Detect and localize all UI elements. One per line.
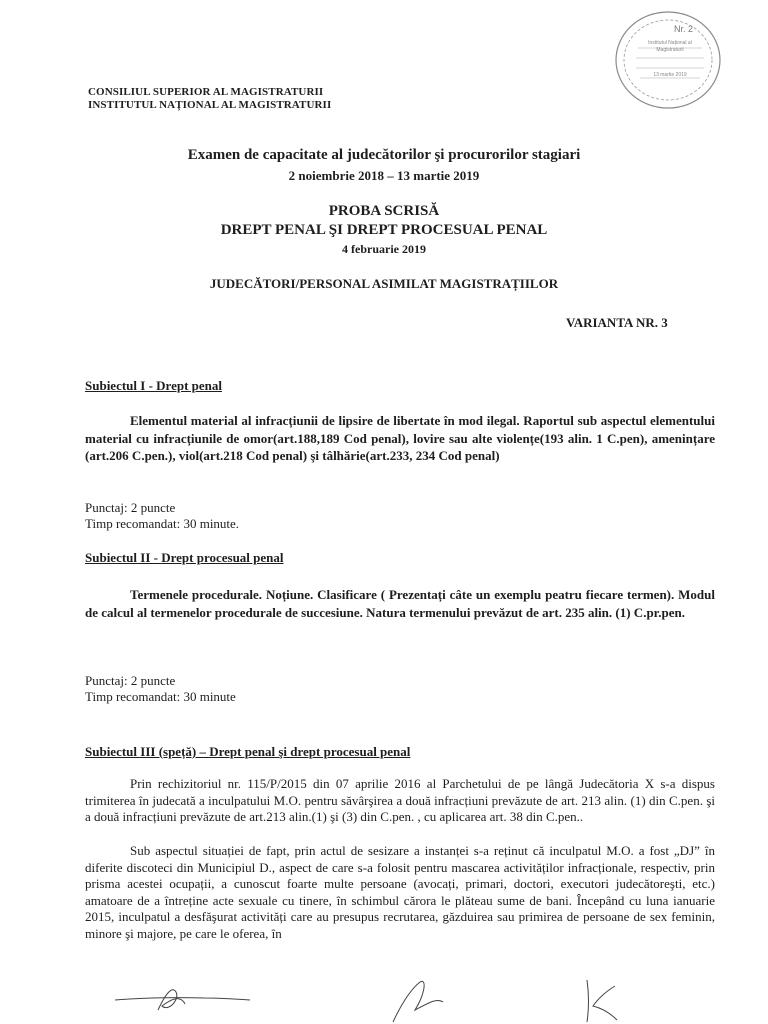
exam-variant: VARIANTA NR. 3 <box>566 315 668 330</box>
subject-2-text: Termenele procedurale. Noțiune. Clasificare ( Prezentați câte un exemplu peatru fiecare termen). Modul de calcul al termenelor procedurale de succesiune. Natura termenului prevăzut de art. 235 alin. (1) C.pr.pen. <box>85 587 715 620</box>
exam-subject: DREPT PENAL ŞI DREPT PROCESUAL PENAL <box>220 222 548 238</box>
subject-1-heading: Subiectul I - Drept penal <box>85 378 222 393</box>
subject-3-paragraph-2: Sub aspectul situației de fapt, prin actul de sesizare a instanței s-a reținut că inculpatul M.O. a fost „DJ” în diferite discoteci din Municipiul D., aspect de care s-a folosit pentru mascarea activităților infracționale, respectiv, prin prisma acestei ocupații, a cunoscut foarte multe persoane (avocați, primari, doctori, executori judecătoreşti, etc.) amatoare de a întreține acte sexuale cu tinere, în schimbul cărora le plăteau sume de bani. Începând cu luna ianuarie 2015, inculpatul a desfăşurat activități care au presupus recrutarea, găzduirea sau primirea de persoane de sex feminin, minore şi majore, pe care le oferea, în <box>85 843 715 941</box>
stamp-date: 13 martie 2019 <box>653 72 687 78</box>
subject-2-time: Timp recomandat: 30 minute <box>85 689 236 704</box>
exam-date: 4 februarie 2019 <box>342 242 426 256</box>
signature-3-icon <box>575 972 635 1024</box>
subject-1-text: Elementul material al infracțiunii de lipsire de libertate în mod ilegal. Raportul sub aspectul elementului material cu infracțiunile de omor(art.188,189 Cod penal), lovire sau alte violențe(193 alin. 1 C.pen), amenințare (art.206 C.pen.), viol(art.218 Cod penal) şi tâlhărie(art.233, 234 Cod penal) <box>85 413 715 463</box>
stamp-number: Nr. 2 <box>674 24 694 34</box>
exam-category: JUDECĂTORI/PERSONAL ASIMILAT MAGISTRAȚIILOR <box>209 276 559 291</box>
institution-line-2: INSTITUTUL NAȚIONAL AL MAGISTRATURII <box>88 99 332 111</box>
subject-2-points: Punctaj: 2 puncte <box>85 673 176 688</box>
subject-1-points: Punctaj: 2 puncte <box>85 500 176 515</box>
institution-line-1: CONSILIUL SUPERIOR AL MAGISTRATURII <box>88 86 324 98</box>
exam-proba: PROBA SCRISĂ <box>328 203 440 219</box>
stamp <box>612 8 724 112</box>
exam-title: Examen de capacitate al judecătorilor şi procurorilor stagiari <box>187 147 581 163</box>
signature-2-icon <box>385 972 455 1024</box>
subject-3-paragraph-1: Prin rechizitoriul nr. 115/P/2015 din 07 aprilie 2016 al Parchetului de pe lângă Judecătoria X s-a dispus trimiterea în judecată a inculpatului M.O. pentru săvârşirea a două infracțiuni prevăzute de art. 213 alin. (1) din C.pen. şi a două infracțiuni prevăzute de art.213 alin.(1) şi (3) din C.pen. , cu aplicarea art. 38 din C.pen.. <box>85 776 715 824</box>
subject-2-heading: Subiectul II - Drept procesual penal <box>85 550 284 565</box>
signature-1-icon <box>110 970 260 1024</box>
subject-1-time: Timp recomandat: 30 minute. <box>85 516 240 531</box>
subject-3-heading: Subiectul III (speță) – Drept penal şi drept procesual penal <box>85 744 411 759</box>
stamp-text: Institutul Național al Magistraturii <box>648 40 692 53</box>
stamp-seal-icon <box>612 8 724 112</box>
exam-period: 2 noiembrie 2018 – 13 martie 2019 <box>288 168 480 183</box>
